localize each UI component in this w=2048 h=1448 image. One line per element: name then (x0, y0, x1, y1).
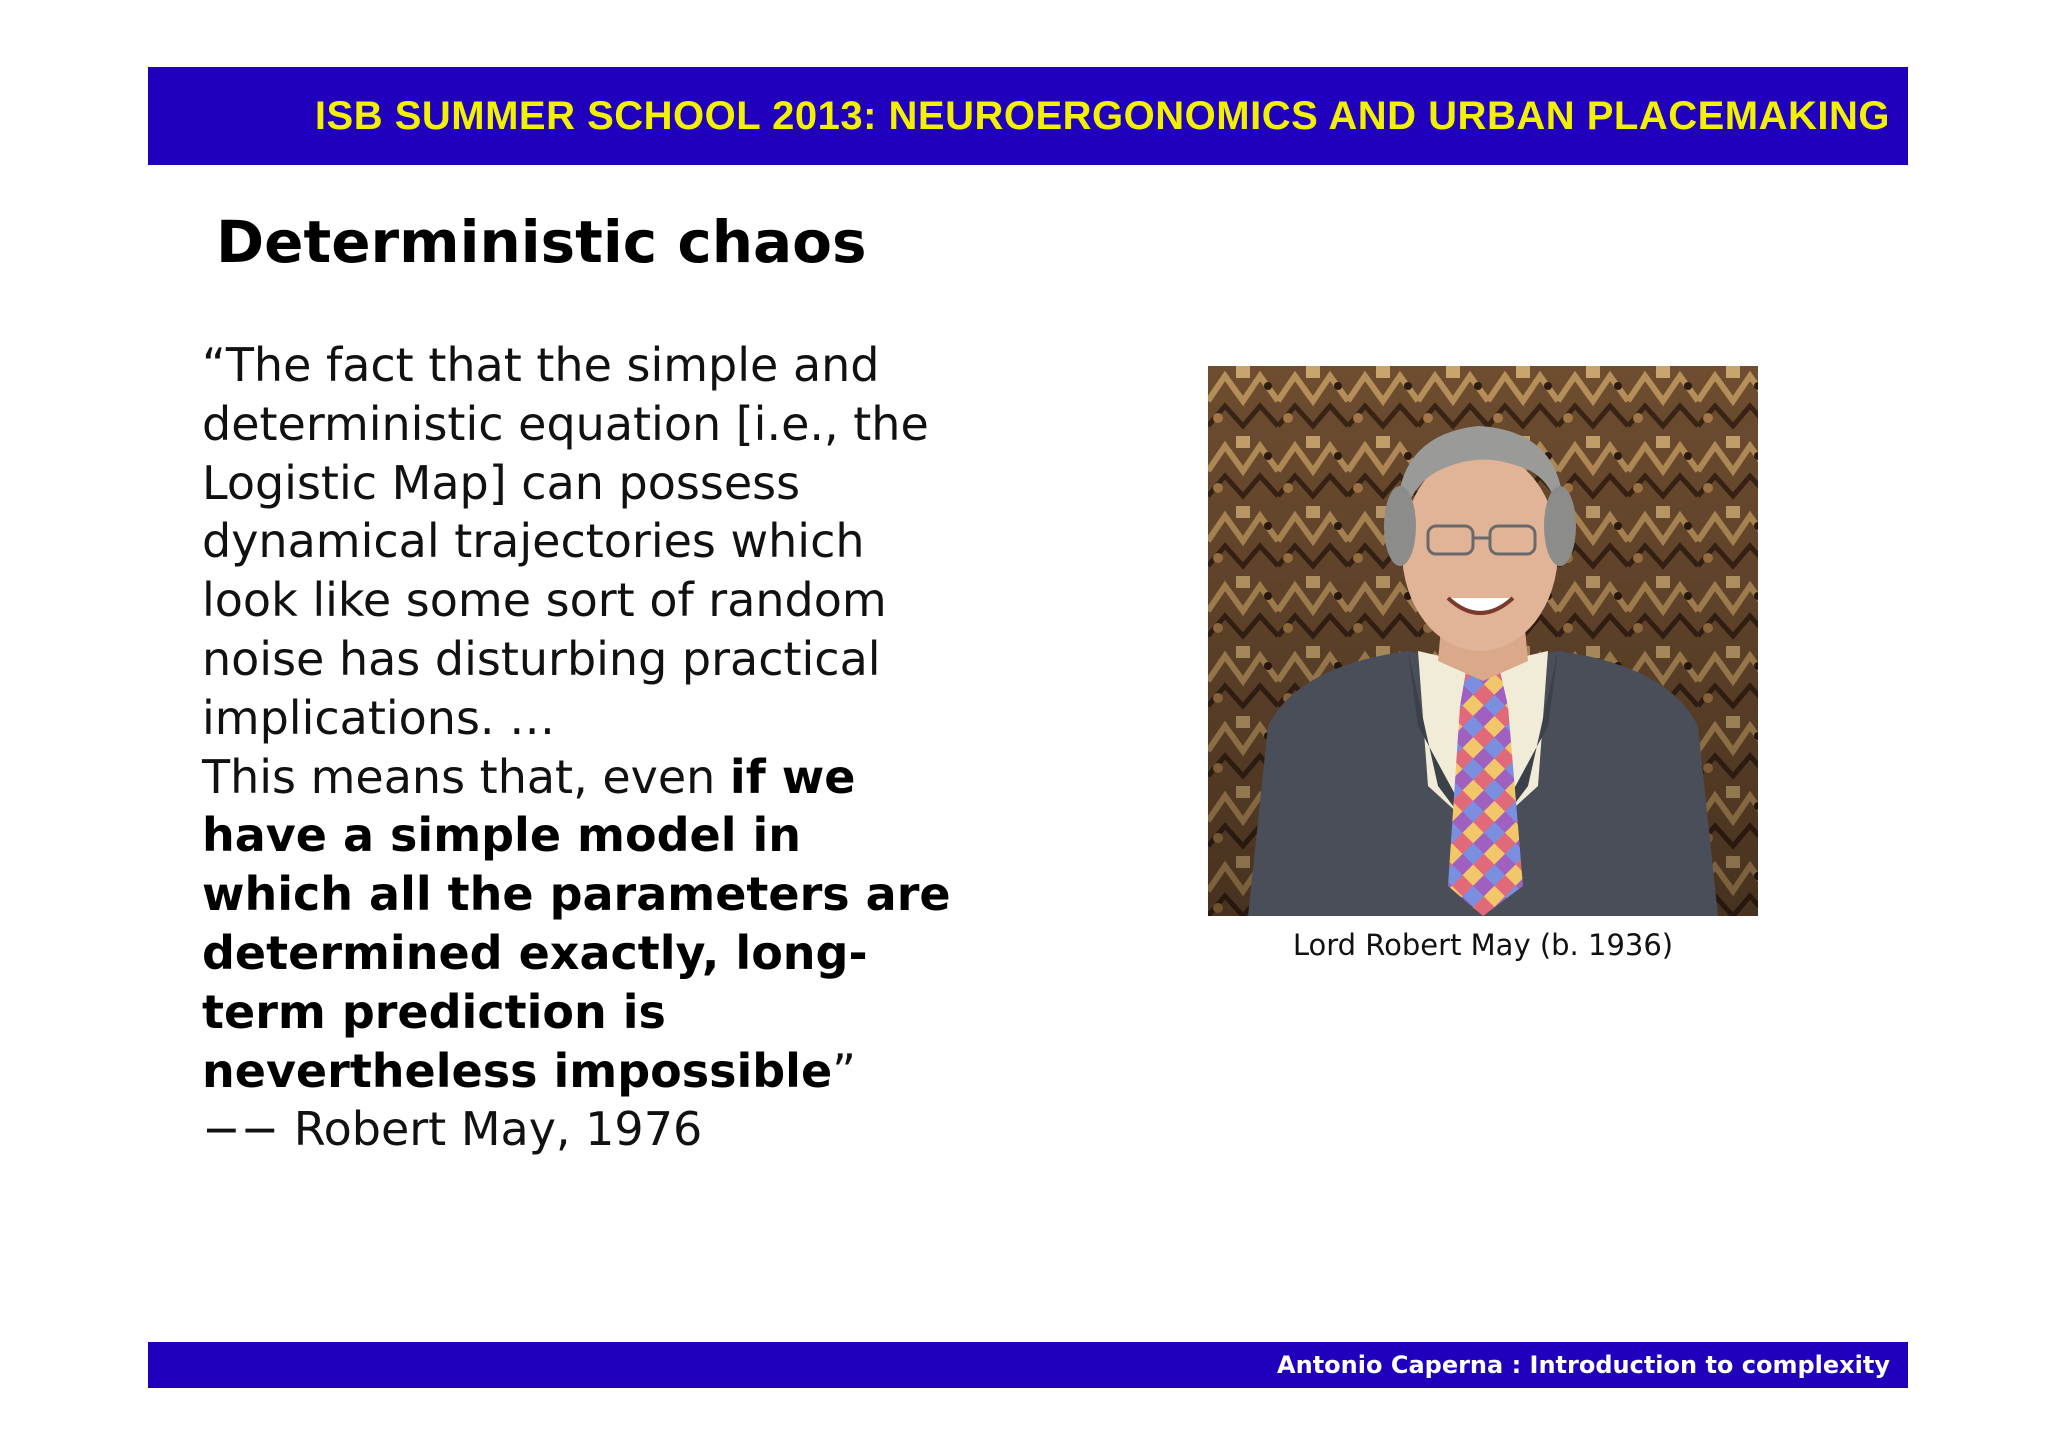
quote-line: deterministic equation [i.e., the (202, 396, 929, 451)
quote-line (202, 1042, 1032, 1101)
quote-text-bold: which all the parameters are (202, 867, 951, 922)
quote-text-bold: determined exactly, long- (202, 925, 868, 980)
quote-line: “The fact that the simple and (202, 338, 880, 392)
quote-line: dynamical trajectories which (202, 514, 865, 569)
quote-line: implications. … (202, 690, 556, 745)
quote-text-bold: term prediction is (202, 984, 666, 1039)
portrait-illustration (1208, 366, 1758, 916)
quote-line (202, 865, 1032, 924)
photo-caption: Lord Robert May (b. 1936) (1292, 928, 1674, 962)
quote-text-bold: nevertheless impossible (202, 1043, 833, 1098)
quote-line (202, 983, 1032, 1042)
quote-line: Logistic Map] can possess (202, 455, 801, 510)
footer-text: Antonio Caperna : Introduction to complexity (1277, 1351, 1890, 1379)
slide-title: Deterministic chaos (216, 208, 867, 276)
header-bar (148, 67, 1908, 165)
quote-line (202, 806, 1032, 865)
quote-text (202, 336, 1032, 1159)
quote-line: noise has disturbing practical (202, 631, 881, 686)
quote-text-bold: if we (729, 749, 856, 804)
footer-bar (148, 1342, 1908, 1388)
quote-line (202, 924, 1032, 983)
quote-line: look like some sort of random (202, 573, 887, 628)
portrait-photo (1208, 366, 1758, 916)
quote-close-mark: ” (832, 1043, 856, 1098)
quote-text-normal: This means that, even (202, 749, 730, 804)
header-title: ISB SUMMER SCHOOL 2013: NEUROERGONOMICS AND URBAN PLACEMAKING (314, 94, 1890, 138)
quote-attribution: −− Robert May, 1976 (202, 1102, 703, 1157)
quote-line (202, 748, 1032, 807)
quote-text-bold: have a simple model in (202, 808, 801, 863)
